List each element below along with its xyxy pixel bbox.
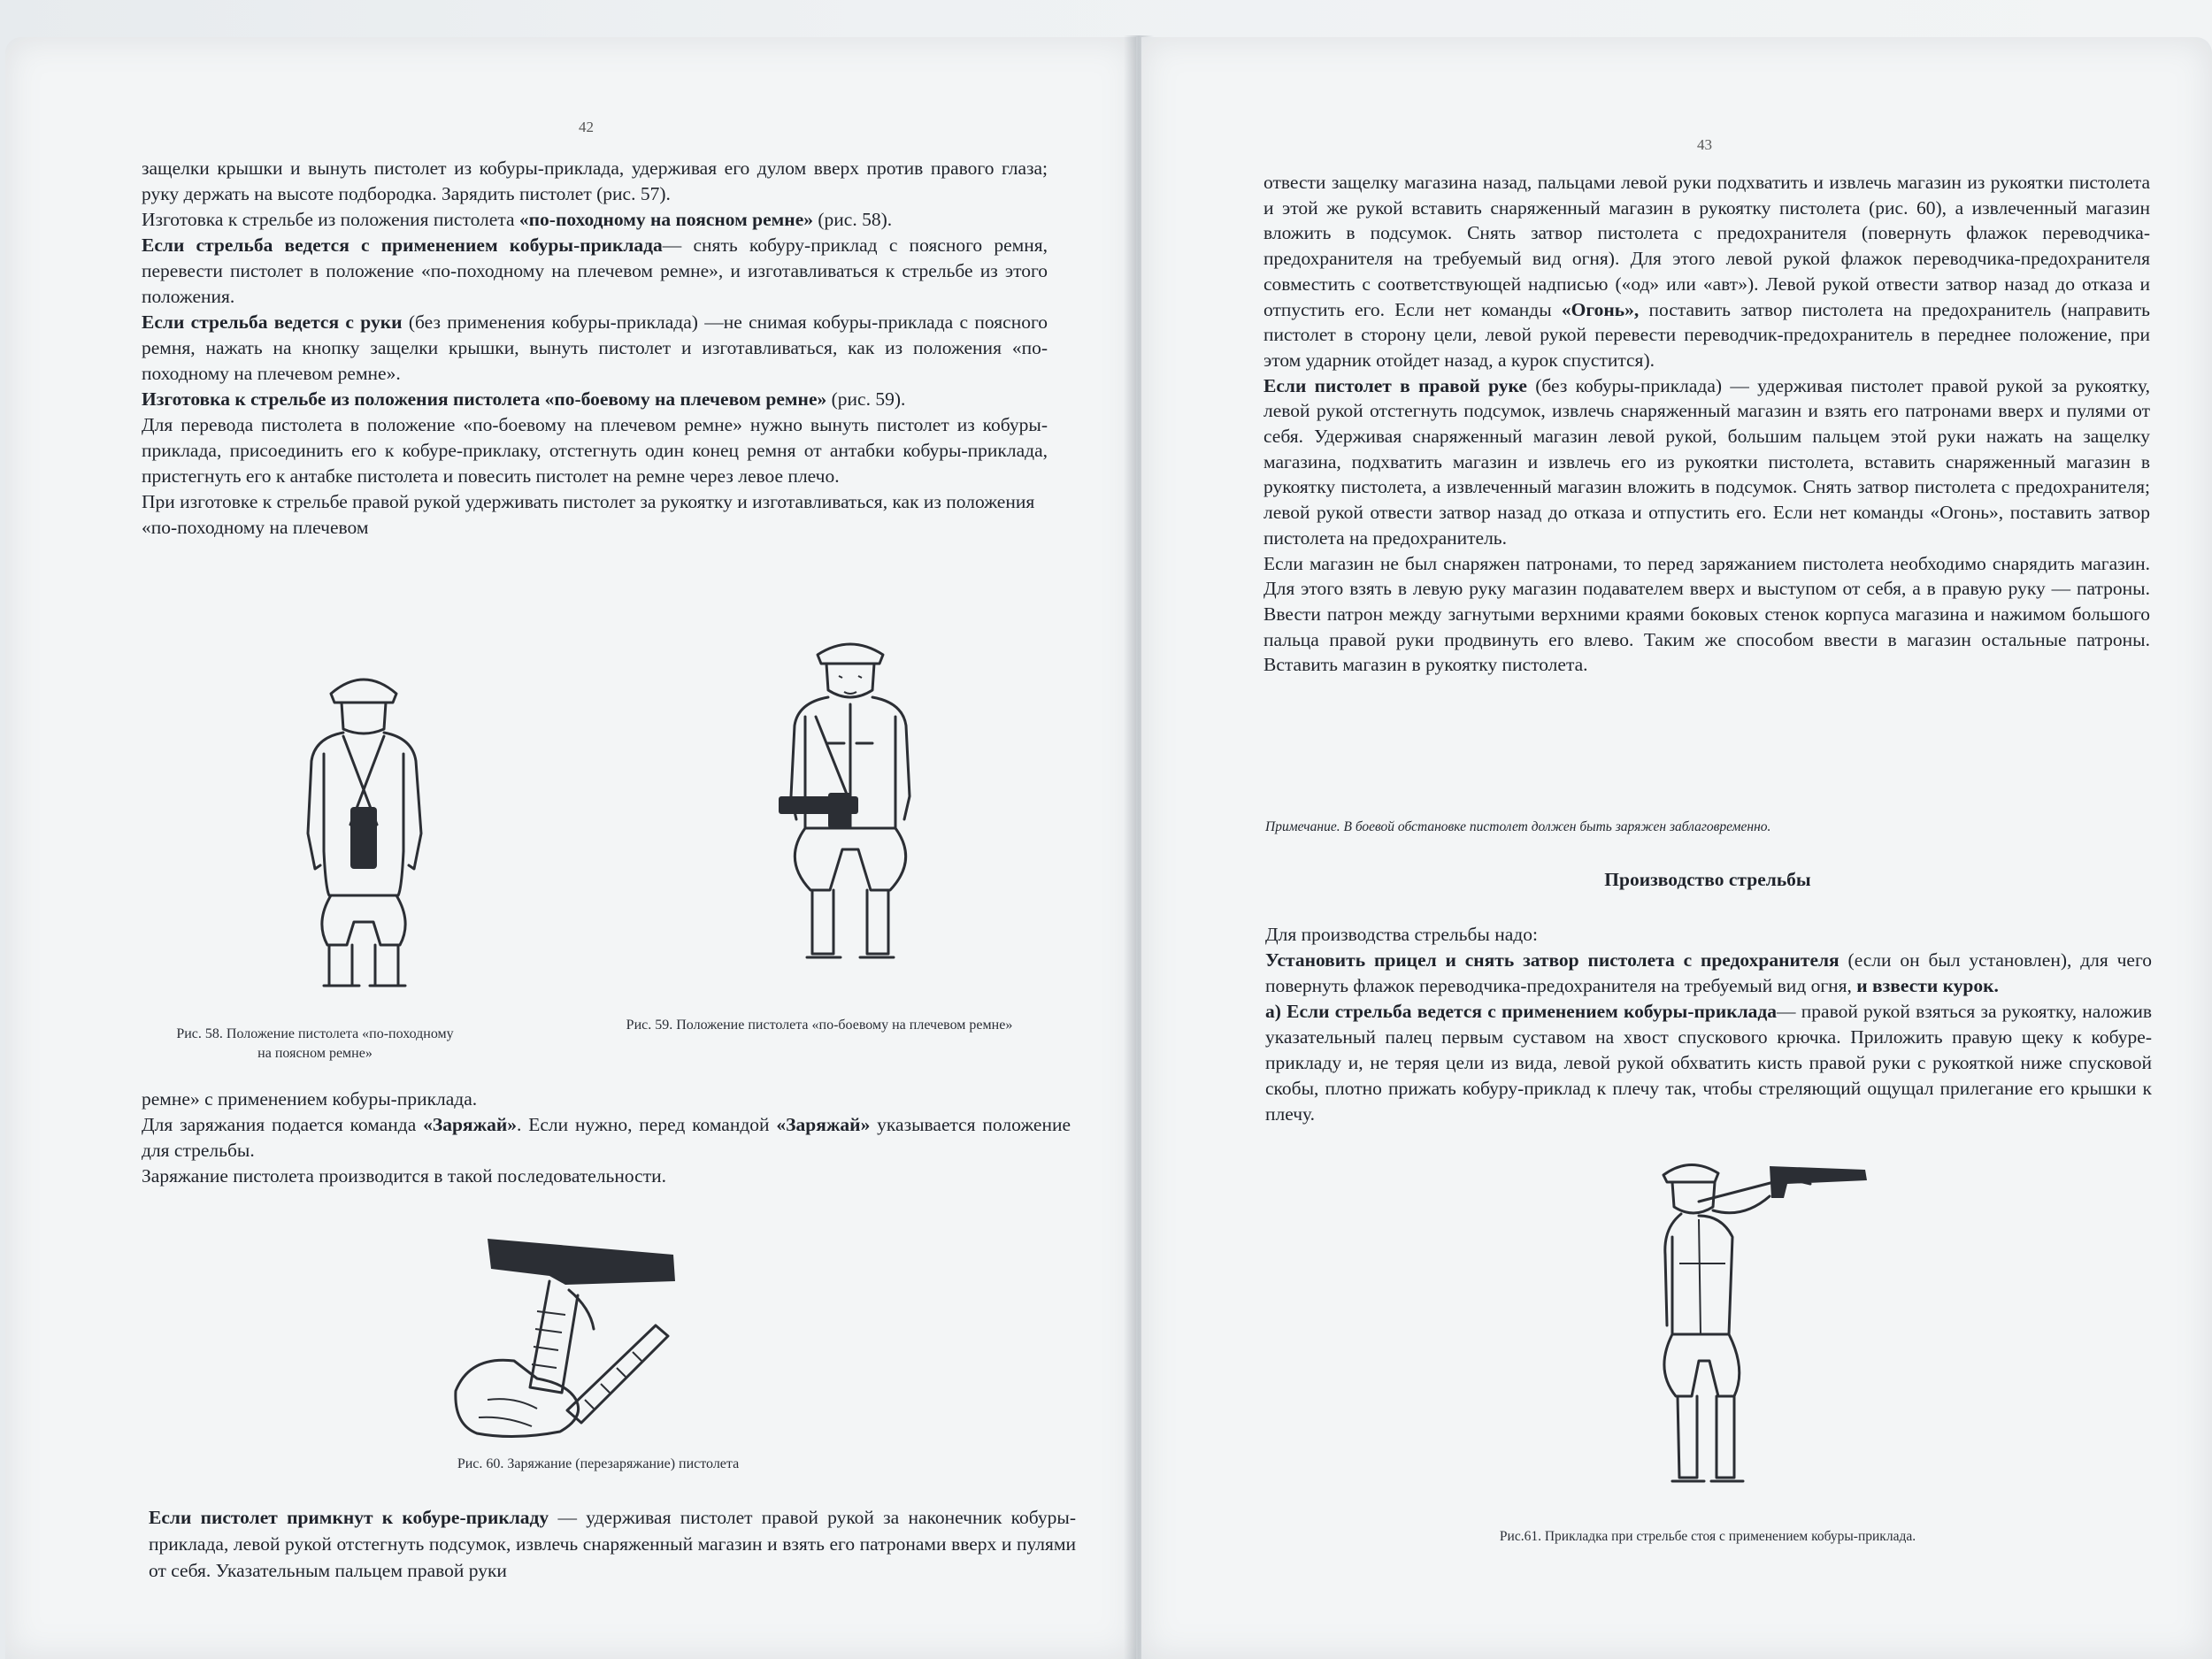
paragraph: Если пистолет в правой руке (без кобуры-приклада) — удерживая пистолет правой рукой за рукоятку, левой рукой отстегнуть подсумок, извлечь снаряженный магазин и взять его патронами вверх и пулями от себя. Удерживая снаряженный магазин левой рукой, большим пальцем этой руки нажать на защелку магазина, подхватить магазин и извлечь его из рукоятки пистолета, вставить снаряженный магазин в рукоятку пистолета, а извлеченный магазин вложить в подсумок. Снять затвор пистолета с предохранителя; левой рукой отвести затвор назад до отказа и отпустить его. Если нет команды «Огонь», поставить затвор пистолета на предохранитель. [1263,374,2151,549]
pistol-loading-drawing [452,1223,718,1444]
paragraph: Заряжание пистолета производится в такой последовательности. [142,1165,666,1187]
section-heading: Производство стрельбы [1604,869,1811,890]
paragraph: защелки крышки и вынуть пистолет из кобуры-приклада, удерживая его дулом вверх против правого глаза; руку держать на высоте подбородка. Зарядить пистолет (рис. 57). [142,157,1048,204]
right-page [1141,37,2212,1659]
paragraph: а) Если стрельба ведется с применением кобуры-приклада— правой рукой взяться за рукоятку, наложив указательный палец первым суставом на хвост спускового крючка. Приложить правую щеку к кобуре-прикладу и, не теряя цели из вида, левой рукой обхватить кисть правой руки с рукояткой ниже спусковой скобы, плотно прижать кобуру-приклад к плечу так, чтобы стреляющий ощущал прилегание его крышки к плечу. [1265,1001,2152,1125]
paragraph: Если стрельба ведется с руки (без применения кобуры-приклада) —не снимая кобуры-приклада с поясного ремня, нажать на кнопку защелки крышки, вынуть пистолет и изготавливаться, как из положения «по-походному на плечевом ремне». [142,311,1048,384]
soldier-front-drawing [766,628,934,973]
soldier-aiming-drawing [1637,1148,1893,1502]
paragraph: отвести защелку магазина назад, пальцами левой руки подхватить и извлечь магазин из рукоятки пистолета и этой же рукой вставить снаряженный магазин в рукоятку пистолета (рис. 60), а извлеченный магазин вложить в подсумок. Снять затвор пистолета с предохранителя (повернуть флажок переводчика-предохранителя на требуемый вид огня). Для этого левой рукой флажок переводчика-предохранителя совместить с соответствующей надписью («од» или «авт»). Левой рукой отвести затвор назад до отказа и отпустить его. Если нет команды «Огонь», поставить затвор пистолета на предохранитель (направить пистолет в сторону цели, левой рукой перевести переводчик-предохранитель в переднее положение, при этом ударник отойдет назад, а курок спустится). [1263,172,2150,371]
paragraph: Если магазин не был снаряжен патронами, то перед заряжанием пистолета необходимо снарядить магазин. Для этого взять в левую руку магазин подавателем вверх и выступом от себя, а в правую руку — патроны. Ввести патрон между загнутыми верхними краями боковых стенок корпуса магазина и нажимом большого пальца правой руки продвинуть его влево. Таким же способом ввести в магазин остальные патроны. Вставить магазин в рукоятку пистолета. [1263,552,2150,676]
figure-58 [288,657,439,993]
page-number-right: 43 [1697,136,1712,153]
note-text: Примечание. В боевой обстановке пистолет должен быть заряжен заблаговременно. [1265,819,1771,834]
soldier-back-drawing [288,657,439,993]
figure-59 [766,628,934,973]
paragraph: Если пистолет примкнут к кобуре-прикладу — удерживая пистолет правой рукой за наконечник кобуры-приклада, левой рукой отстегнуть подсумок, извлечь снаряженный магазин и взять его патронами вверх и пулями от себя. Указательным пальцем правой руки [149,1507,1076,1581]
left-text-middle [142,1087,1071,1189]
caption-fig-61: Рис.61. Прикладка при стрельбе стоя с применением кобуры-приклада. [1499,1529,1916,1544]
caption-fig-60: Рис. 60. Заряжание (перезаряжание) пистолета [457,1456,740,1471]
page-number-left: 42 [579,119,594,135]
paragraph: При изготовке к стрельбе правой рукой удерживать пистолет за рукоятку и изготавливаться, как из положения «по-походному на плечевом [142,491,1035,538]
caption-fig-59: Рис. 59. Положение пистолета «по-боевому на плечевом ремне» [626,1018,1013,1033]
paragraph: Если стрельба ведется с применением кобуры-приклада— снять кобуру-приклад с поясного ремня, перевести пистолет в положение «по-походному на плечевом ремне», и изготавливаться к стрельбе из этого положения. [142,234,1048,307]
figure-60 [452,1223,718,1444]
left-text-bottom [149,1504,1076,1584]
paragraph: Для заряжания подается команда «Заряжай». Если нужно, перед командой «Заряжай» указывается положение для стрельбы. [142,1114,1071,1161]
paragraph: Установить прицел и снять затвор пистолета с предохранителя (если он был установлен), для чего повернуть флажок переводчика-предохранителя на требуемый вид огня, и взвести курок. [1265,949,2152,996]
paragraph: Изготовка к стрельбе из положения пистолета «по-боевому на плечевом ремне» (рис. 59). [142,388,906,410]
right-text-top [1263,170,2150,678]
figure-61 [1637,1148,1893,1502]
paragraph: ремне» с применением кобуры-приклада. [142,1088,478,1110]
caption-fig-58: Рис. 58. Положение пистолета «по-походному на поясном ремне» [176,1026,454,1061]
right-text-bottom [1265,922,2152,1127]
paragraph: Изготовка к стрельбе из положения пистолета «по-походному на поясном ремне» (рис. 58). [142,209,893,230]
left-text-top [142,156,1048,541]
paragraph: Для перевода пистолета в положение «по-боевому на плечевом ремне» нужно вынуть пистолет из кобуры-приклада, присоединить его к кобуре-приклаку, отстегнуть один конец ремня от антабки кобуры-приклада, пристегнуть его к антабке пистолета и повесить пистолет на ремне через левое плечо. [142,414,1048,487]
paragraph: Для производства стрельбы надо: [1265,924,1538,945]
left-page [5,37,1136,1659]
